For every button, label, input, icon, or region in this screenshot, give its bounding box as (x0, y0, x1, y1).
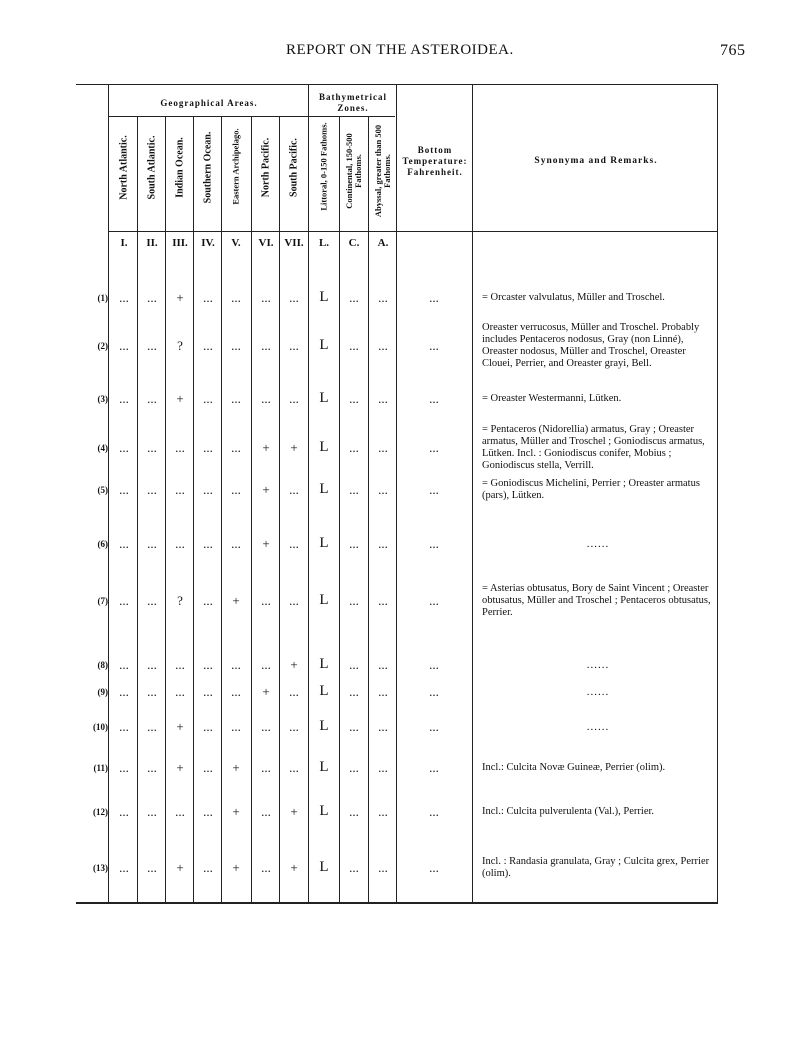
bottom-temp-cell: ... (429, 593, 439, 608)
table-cell: ... (349, 684, 359, 699)
row-label: (9) (97, 687, 108, 697)
row-label: (6) (97, 539, 108, 549)
table-cell: ... (349, 657, 359, 672)
table-cell: ... (147, 338, 157, 353)
bottom-temp-cell: ... (429, 536, 439, 551)
table-cell: + (290, 657, 298, 672)
table-cell: + (232, 760, 240, 775)
table-cell: ... (289, 593, 299, 608)
table-cell: ... (349, 860, 359, 875)
table-cell: ... (231, 536, 241, 551)
table-cell: ... (378, 482, 388, 497)
bottom-temp-cell: ... (429, 760, 439, 775)
running-title: REPORT ON THE ASTEROIDEA. (286, 42, 514, 58)
column-header-label: Indian Ocean. (174, 137, 186, 198)
geo-group-header: Geographical Areas. (160, 98, 258, 108)
table-cell: + (176, 760, 184, 775)
table-cell: + (262, 536, 270, 551)
table-cell: ... (119, 290, 129, 305)
table-cell: ... (349, 760, 359, 775)
column-numeral: VI. (258, 237, 274, 249)
table-cell: ... (349, 593, 359, 608)
table-cell: ... (119, 719, 129, 734)
table-cell: + (176, 391, 184, 406)
table-cell: ... (147, 684, 157, 699)
row-label: (11) (93, 763, 108, 773)
table-cell: ... (119, 804, 129, 819)
table-cell: ... (119, 536, 129, 551)
table-cell: ... (147, 657, 157, 672)
table-cell: ... (175, 657, 185, 672)
table-cell: ... (261, 593, 271, 608)
row-label: (2) (97, 341, 108, 351)
remarks-cell: Oreaster verrucosus, Müller and Troschel. Probably includes Pentaceros nodosus, Gray (non Linné), Oreaster nodosus, Müller and Troschel, Oreaster Clouei, Perrier, and Oreaster grayi, Bell. (482, 322, 700, 369)
table-cell: L (319, 439, 329, 455)
column-header-label: South Pacific. (288, 138, 300, 197)
table-cell: ... (349, 536, 359, 551)
table-cell: L (319, 337, 329, 353)
table-cell: ... (203, 290, 213, 305)
table-cell: ... (261, 804, 271, 819)
row-label: (5) (97, 485, 108, 495)
table-cell: ... (147, 536, 157, 551)
table-cell: ... (119, 860, 129, 875)
table-cell: ... (119, 760, 129, 775)
column-header-label: Southern Ocean. (202, 131, 214, 204)
column-numeral: C. (348, 237, 360, 249)
table-cell: ... (147, 290, 157, 305)
remarks-cell: = Pentaceros (Nidorellia) armatus, Gray ; Oreaster armatus, Müller and Troschel ; Goniodiscus armatus, Lütken. Incl. : Goniodiscus conifer, Mobius ; Goniodiscus stella, Verrill. (482, 424, 705, 471)
remarks-cell: ...... (586, 686, 610, 698)
table-cell: ... (289, 760, 299, 775)
table-cell: ... (289, 719, 299, 734)
table-cell: ... (349, 719, 359, 734)
table-cell: ... (261, 760, 271, 775)
bottom-temp-cell: ... (429, 860, 439, 875)
bottom-temp-cell: ... (429, 338, 439, 353)
table-cell: ... (378, 440, 388, 455)
table-cell: L (319, 535, 329, 551)
table-cell: ... (119, 391, 129, 406)
remarks-cell: Incl.: Culcita Novæ Guineæ, Perrier (olim). (482, 762, 666, 773)
table-cell: ... (119, 684, 129, 699)
table-cell: L (319, 803, 329, 819)
table-cell: ... (203, 440, 213, 455)
table-cell: + (262, 482, 270, 497)
table-cell: ... (119, 440, 129, 455)
table-cell: ... (203, 338, 213, 353)
table-cell: ... (203, 657, 213, 672)
table-cell: + (176, 719, 184, 734)
table-cell: ... (175, 684, 185, 699)
remarks-header: Synonyma and Remarks. (534, 156, 658, 166)
table-cell: ... (349, 290, 359, 305)
table-cell: + (232, 804, 240, 819)
bottom-temp-cell: ... (429, 804, 439, 819)
table-cell: ? (177, 593, 183, 608)
remarks-cell: ...... (586, 659, 610, 671)
table-cell: ... (147, 482, 157, 497)
table-cell: ... (231, 657, 241, 672)
row-label: (10) (93, 722, 108, 732)
table-cell: ... (119, 338, 129, 353)
column-header-label: Abyssal, greater than 500 Fathoms. (373, 124, 392, 218)
row-label: (4) (97, 443, 108, 453)
column-header-label: Continental, 150-500 Fathoms. (344, 133, 363, 209)
table-cell: ... (203, 482, 213, 497)
table-cell: ... (289, 338, 299, 353)
table-cell: ... (175, 536, 185, 551)
table-cell: ... (261, 719, 271, 734)
column-numeral: II. (146, 237, 158, 249)
column-header-label: North Pacific. (260, 137, 272, 198)
table-cell: + (232, 860, 240, 875)
table-cell: ... (378, 860, 388, 875)
table-cell: ... (119, 657, 129, 672)
row-label: (3) (97, 394, 108, 404)
table-cell: ... (378, 338, 388, 353)
remarks-cell: ...... (586, 538, 610, 550)
table-cell: ... (289, 536, 299, 551)
table-cell: ... (203, 536, 213, 551)
table-cell: ... (378, 657, 388, 672)
bottom-temp-cell: ... (429, 657, 439, 672)
table-cell: ... (349, 338, 359, 353)
table-cell: ... (261, 860, 271, 875)
table-cell: L (319, 656, 329, 672)
column-header-label: Eastern Archipelago. (230, 128, 241, 205)
column-numeral: VII. (284, 237, 304, 249)
table-cell: + (262, 440, 270, 455)
column-numeral: IV. (201, 237, 215, 249)
column-header-label: North Atlantic. (118, 135, 130, 200)
bottom-temp-header: Bottom Temperature: Fahrenheit. (402, 145, 468, 177)
table-cell: ... (147, 860, 157, 875)
table-cell: ... (203, 804, 213, 819)
table-cell: ... (231, 290, 241, 305)
table-cell: ... (147, 391, 157, 406)
bottom-temp-cell: ... (429, 719, 439, 734)
table-cell: ... (203, 860, 213, 875)
table-cell: ... (175, 482, 185, 497)
table-cell: ... (378, 536, 388, 551)
table-cell: ... (119, 593, 129, 608)
bottom-temp-cell: ... (429, 391, 439, 406)
table-cell: ... (261, 290, 271, 305)
table-cell: L (319, 592, 329, 608)
table-cell: + (290, 804, 298, 819)
table-cell: ... (147, 760, 157, 775)
column-numeral: A. (377, 237, 389, 249)
table-cell: ... (289, 482, 299, 497)
page-number: 765 (720, 42, 746, 59)
column-header-label: Littoral, 0-150 Fathoms. (318, 122, 329, 211)
table-cell: + (176, 290, 184, 305)
column-numeral: I. (120, 237, 128, 249)
table-cell: + (290, 440, 298, 455)
table-cell: ... (203, 593, 213, 608)
row-label: (1) (97, 293, 108, 303)
remarks-cell: = Orcaster valvulatus, Müller and Troschel. (482, 292, 665, 303)
table-cell: ... (203, 391, 213, 406)
column-numeral: V. (231, 237, 241, 249)
table-cell: L (319, 759, 329, 775)
table-cell: + (262, 684, 270, 699)
remarks-cell: Incl.: Culcita pulverulenta (Val.), Perrier. (482, 806, 655, 817)
table-cell: ... (289, 684, 299, 699)
remarks-cell: = Goniodiscus Michelini, Perrier ; Oreaster armatus (pars), Lütken. (482, 478, 700, 501)
table-cell: ... (231, 440, 241, 455)
remarks-cell: Incl. : Randasia granulata, Gray ; Culcita grex, Perrier (olim). (482, 856, 710, 879)
table-cell: ... (175, 440, 185, 455)
table-cell: ... (175, 804, 185, 819)
table-cell: ... (378, 804, 388, 819)
row-label: (7) (97, 596, 108, 606)
table-cell: ... (231, 391, 241, 406)
table-cell: L (319, 289, 329, 305)
table-cell: ... (289, 290, 299, 305)
table-cell: ... (203, 760, 213, 775)
bottom-temp-cell: ... (429, 684, 439, 699)
table-cell: ... (378, 760, 388, 775)
column-numeral: III. (172, 237, 188, 249)
table-cell: L (319, 859, 329, 875)
table-cell: ... (231, 719, 241, 734)
bottom-temp-cell: ... (429, 290, 439, 305)
table-cell: ... (261, 338, 271, 353)
table-cell: L (319, 718, 329, 734)
table-cell: L (319, 481, 329, 497)
table-cell: ... (231, 684, 241, 699)
bathy-group-header: Bathymetrical Zones. (319, 92, 387, 113)
table-cell: + (176, 860, 184, 875)
row-label: (12) (93, 807, 108, 817)
table-cell: ... (147, 804, 157, 819)
table-cell: ... (289, 391, 299, 406)
table-cell: ... (231, 338, 241, 353)
remarks-cell: ...... (586, 721, 610, 733)
table-cell: ... (349, 804, 359, 819)
bottom-temp-cell: ... (429, 482, 439, 497)
row-label: (8) (97, 660, 108, 670)
table-cell: + (290, 860, 298, 875)
table-cell: ... (349, 440, 359, 455)
remarks-cell: = Oreaster Westermanni, Lütken. (482, 393, 622, 404)
table-cell: ... (147, 719, 157, 734)
table-cell: ... (378, 391, 388, 406)
table-cell: ... (378, 684, 388, 699)
table-cell: L (319, 683, 329, 699)
row-label: (13) (93, 863, 108, 873)
table-cell: ... (119, 482, 129, 497)
bottom-temp-cell: ... (429, 440, 439, 455)
table-cell: ... (378, 593, 388, 608)
table-cell: ... (147, 593, 157, 608)
table-cell: ... (147, 440, 157, 455)
table-cell: ? (177, 338, 183, 353)
column-header-label: South Atlantic. (146, 135, 158, 200)
remarks-cell: = Asterias obtusatus, Bory de Saint Vincent ; Oreaster obtusatus, Müller and Troschel ; Pentaceros obtusatus, Perrier. (482, 583, 711, 618)
table-cell: ... (261, 391, 271, 406)
table-cell: ... (203, 684, 213, 699)
table-cell: ... (203, 719, 213, 734)
table-cell: ... (349, 391, 359, 406)
table-cell: ... (378, 719, 388, 734)
table-cell: ... (261, 657, 271, 672)
table-cell: + (232, 593, 240, 608)
table-cell: ... (231, 482, 241, 497)
table-cell: ... (349, 482, 359, 497)
table-cell: ... (378, 290, 388, 305)
table-cell: L (319, 390, 329, 406)
column-numeral: L. (318, 237, 330, 249)
